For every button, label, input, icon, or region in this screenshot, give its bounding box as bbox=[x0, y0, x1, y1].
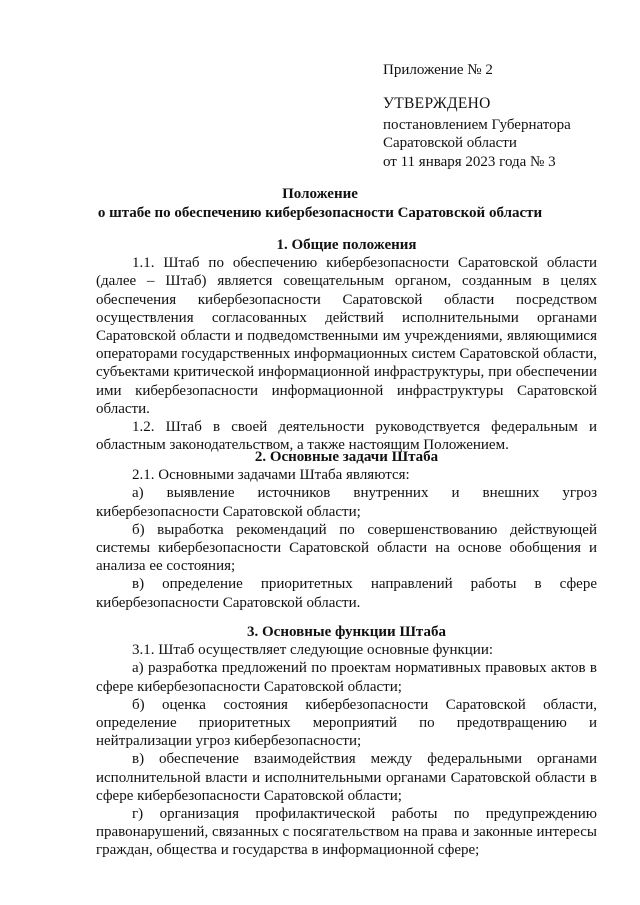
paragraph: г) организация профилактической работы по предупреждению правонарушений, связанных с посягательством на права и законные интересы граждан, общества и государства в информационной сфере; bbox=[96, 806, 597, 859]
document-subtitle: о штабе по обеспечению кибербезопасности Саратовской области bbox=[97, 205, 543, 221]
approved-line: Саратовской области bbox=[383, 135, 517, 151]
paragraph: а) разработка предложений по проектам нормативных правовых актов в сфере кибербезопасности Саратовской области; bbox=[96, 660, 597, 695]
section-heading: 1. Общие положения bbox=[276, 237, 417, 253]
paragraph: б) выработка рекомендаций по совершенствованию действующей системы кибербезопасности Саратовской области на основе обобщения и анализа ее состояния; bbox=[96, 521, 597, 575]
paragraph: 1.2. Штаб в своей деятельности руководствуется федеральным и областным законодательством, а также настоящим Положением. bbox=[96, 419, 597, 454]
approval-block bbox=[383, 95, 571, 171]
paragraph: 3.1. Штаб осуществляет следующие основные функции: bbox=[132, 642, 494, 659]
paragraph: 2.1. Основными задачами Штаба являются: bbox=[132, 467, 410, 484]
approved-line: от 11 января 2023 года № 3 bbox=[383, 153, 556, 170]
document-title: Положение bbox=[282, 186, 358, 202]
section-tasks bbox=[96, 448, 597, 612]
section-heading: 3. Основные функции Штаба bbox=[247, 624, 446, 640]
section-functions bbox=[96, 623, 597, 860]
section-general bbox=[96, 236, 597, 454]
paragraph: 1.1. Штаб по обеспечению кибербезопасности Саратовской области (далее – Штаб) является совещательным органом, созданным в целях обеспечения кибербезопасности Саратовской области посредством осуществления согласованных действий исполнительными органами Саратовской области и подведомственными им учреждениями, являющимися операторами государственных информационных систем Саратовской области, субъектами критической информационной инфраструктуры, при обеспечении ими кибербезопасности информационной инфраструктуры Саратовской области. bbox=[96, 255, 597, 417]
appendix-label: Приложение № 2 bbox=[383, 62, 493, 78]
approved-line: постановлением Губернатора bbox=[383, 116, 571, 133]
approved-title: УТВЕРЖДЕНО bbox=[383, 95, 491, 112]
paragraph: а) выявление источников внутренних и внешних угроз кибербезопасности Саратовской области; bbox=[96, 485, 597, 520]
paragraph: в) обеспечение взаимодействия между федеральными органами исполнительной власти и исполнительными органами Саратовской области в сфере кибербезопасности Саратовской области; bbox=[96, 751, 597, 804]
paragraph: б) оценка состояния кибербезопасности Саратовской области, определение приоритетных мероприятий по предотвращению и нейтрализации угроз кибербезопасности; bbox=[96, 696, 597, 750]
section-heading: 2. Основные задачи Штаба bbox=[254, 449, 439, 465]
paragraph: в) определение приоритетных направлений работы в сфере кибербезопасности Саратовской области. bbox=[96, 576, 597, 611]
